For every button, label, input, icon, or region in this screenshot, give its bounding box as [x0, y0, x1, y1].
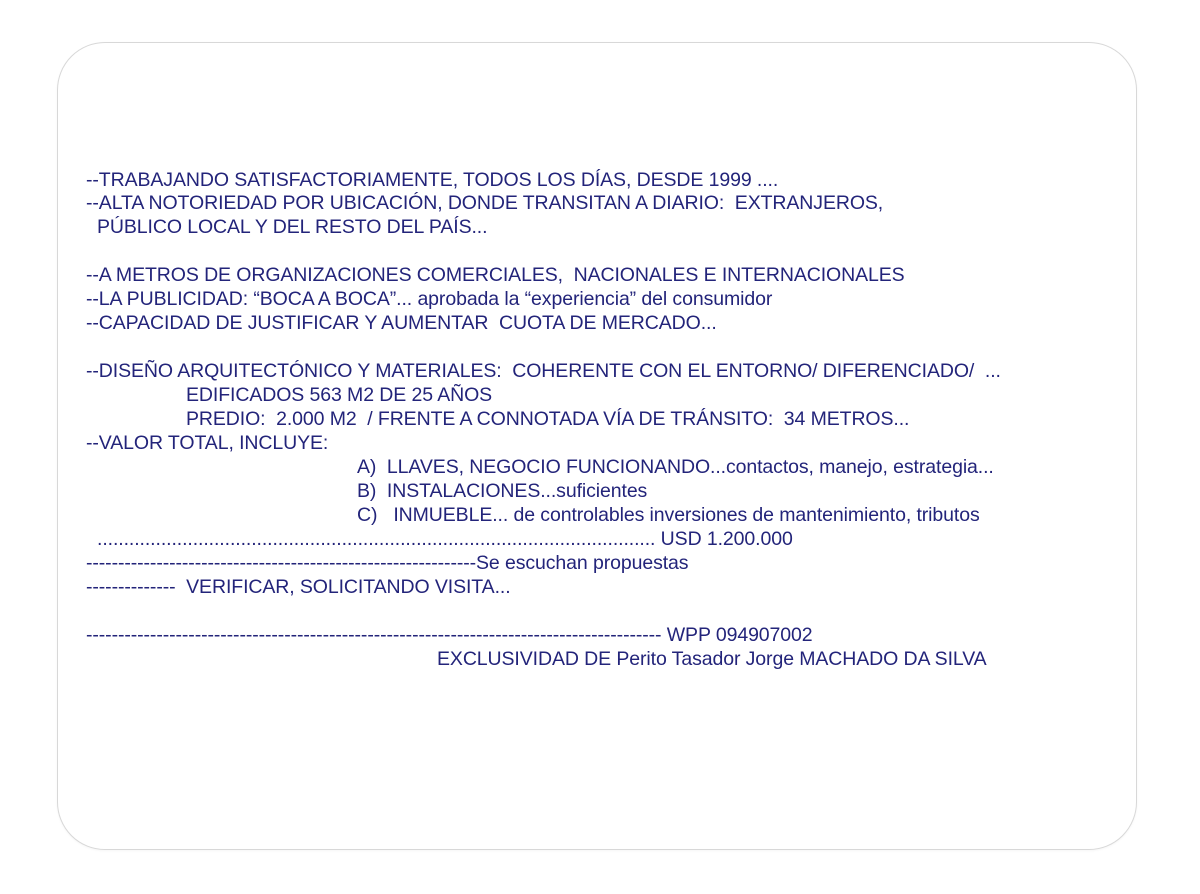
text-line-lot: PREDIO: 2.000 M2 / FRENTE A CONNOTADA VÍA DE TRÁNSITO: 34 METROS... [186, 408, 910, 430]
text-line-visit: -------------- VERIFICAR, SOLICITANDO VISITA... [86, 576, 511, 598]
text-line-notoriety: --ALTA NOTORIEDAD POR UBICACIÓN, DONDE TRANSITAN A DIARIO: EXTRANJEROS, [86, 192, 884, 214]
text-line-organizations: --A METROS DE ORGANIZACIONES COMERCIALES, NACIONALES E INTERNACIONALES [86, 264, 905, 286]
text-line-item-a: A) LLAVES, NEGOCIO FUNCIONANDO...contactos, manejo, estrategia... [357, 456, 994, 478]
text-line-item-b: B) INSTALACIONES...suficientes [357, 480, 648, 502]
text-line-price: ......................................................................................................... USD 1.200.000 [97, 528, 793, 550]
text-line-design: --DISEÑO ARQUITECTÓNICO Y MATERIALES: COHERENTE CON EL ENTORNO/ DIFERENCIADO/ ... [86, 360, 1001, 382]
text-line-proposals: -------------------------------------------------------------Se escuchan propuestas [86, 552, 689, 574]
text-line-advertising: --LA PUBLICIDAD: “BOCA A BOCA”... aprobada la “experiencia” del consumidor [86, 288, 773, 310]
text-line-established: --TRABAJANDO SATISFACTORIAMENTE, TODOS LOS DÍAS, DESDE 1999 .... [86, 169, 779, 191]
text-line-exclusivity: EXCLUSIVIDAD DE Perito Tasador Jorge MACHADO DA SILVA [437, 648, 987, 670]
text-line-public: PÚBLICO LOCAL Y DEL RESTO DEL PAÍS... [97, 216, 488, 238]
text-line-whatsapp: ------------------------------------------------------------------------------------------ WPP 094907002 [86, 624, 813, 646]
text-line-built-area: EDIFICADOS 563 M2 DE 25 AÑOS [186, 384, 493, 406]
text-line-market-share: --CAPACIDAD DE JUSTIFICAR Y AUMENTAR CUOTA DE MERCADO... [86, 312, 717, 334]
text-line-item-c: C) INMUEBLE... de controlables inversiones de mantenimiento, tributos [357, 504, 980, 526]
text-line-total-value: --VALOR TOTAL, INCLUYE: [86, 432, 329, 454]
